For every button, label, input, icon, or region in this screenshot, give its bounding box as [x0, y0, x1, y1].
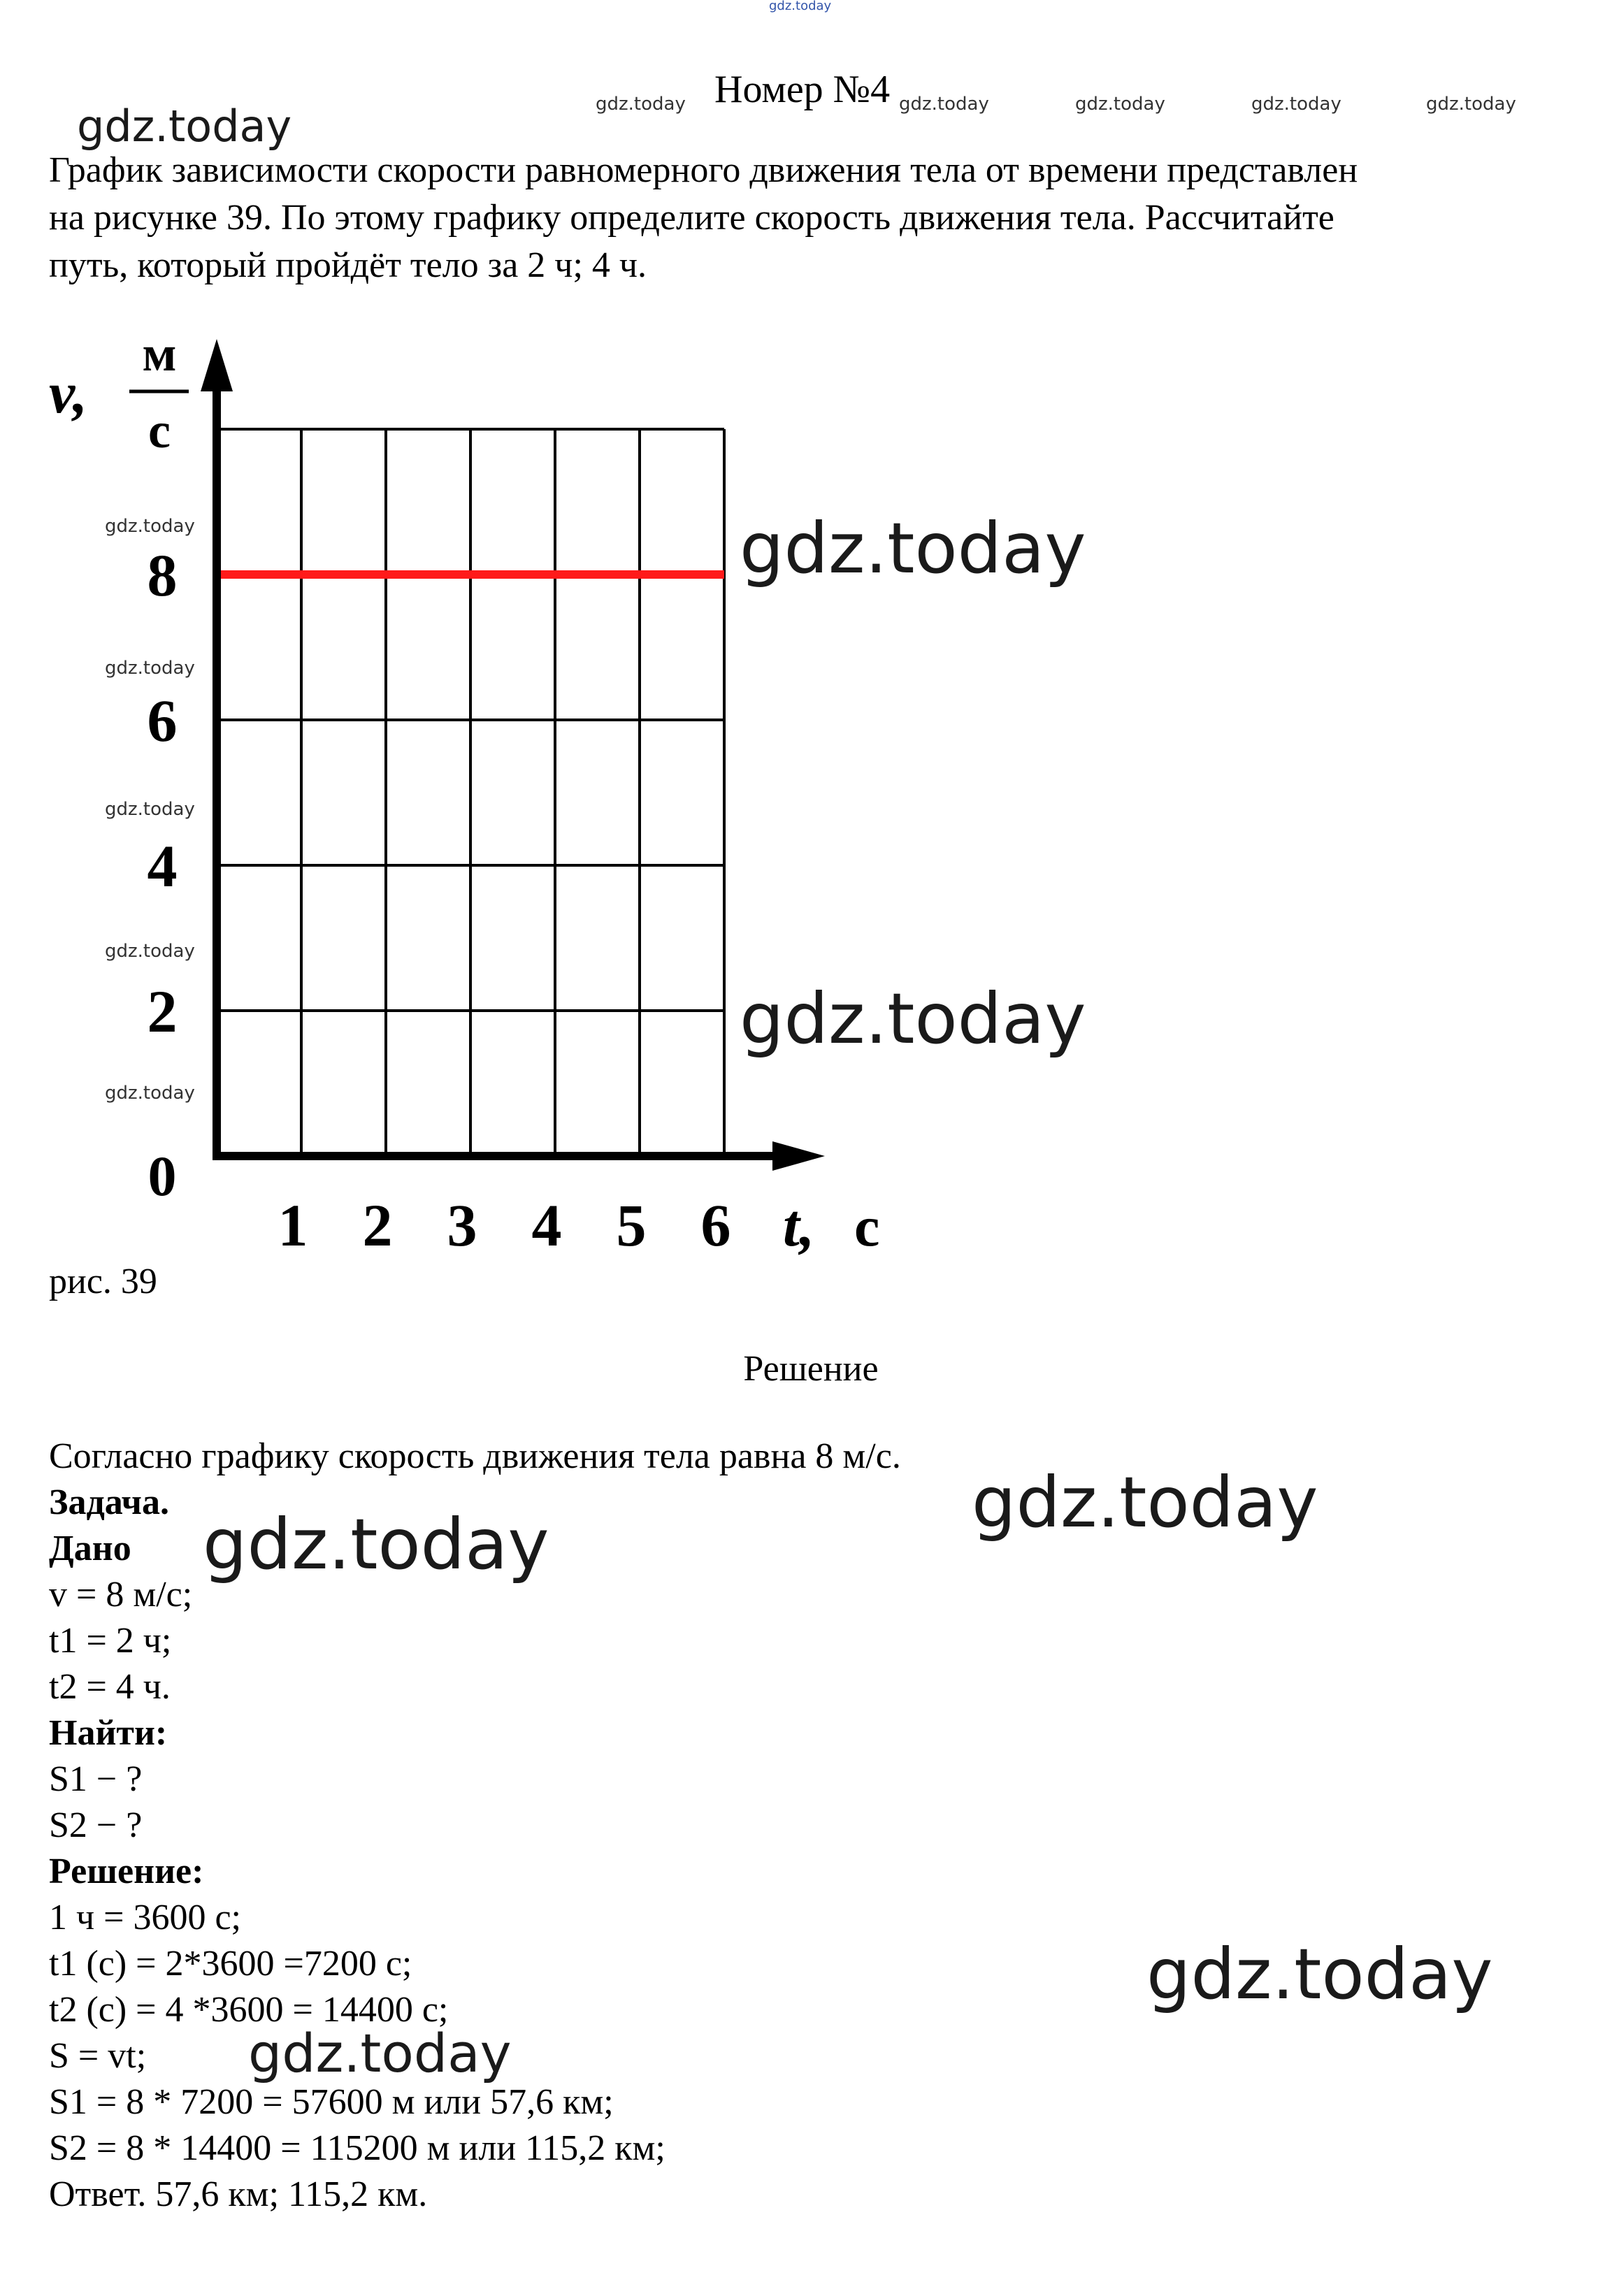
- figure-caption: рис. 39: [49, 1262, 157, 1301]
- y-tick-label: 2: [147, 978, 178, 1045]
- x-tick-label: 1: [278, 1192, 308, 1259]
- watermark: gdz.today: [105, 516, 195, 537]
- y-tick-label: 8: [147, 542, 178, 609]
- watermark: gdz.today: [105, 1083, 195, 1104]
- watermark: gdz.today: [596, 94, 686, 115]
- x-axis-symbol: t,: [783, 1192, 815, 1259]
- given-item: t2 = 4 ч.: [49, 1667, 171, 1707]
- watermark: gdz.today: [105, 941, 195, 962]
- watermark: gdz.today: [1075, 94, 1165, 115]
- solution-step: 1 ч = 3600 с;: [49, 1898, 242, 1937]
- x-tick-label: 2: [362, 1192, 393, 1259]
- solution-heading: Решение: [743, 1349, 879, 1389]
- x-tick-label: 5: [616, 1192, 647, 1259]
- x-axis-arrow-icon: [772, 1141, 825, 1171]
- solution-intro: Согласно графику скорость движения тела равна 8 м/с.: [49, 1436, 901, 1476]
- watermark: gdz.today: [105, 799, 195, 820]
- y-tick-label: 4: [147, 832, 178, 900]
- problem-line-2: на рисунке 39. По этому графику определите скорость движения тела. Рассчитайте: [49, 198, 1334, 238]
- solution-step: t2 (с) = 4 *3600 = 14400 с;: [49, 1990, 449, 2030]
- x-tick-label: 6: [700, 1192, 731, 1259]
- watermark: gdz.today: [105, 658, 195, 679]
- answer: Ответ. 57,6 км; 115,2 км.: [49, 2174, 428, 2214]
- task-label: Задача.: [49, 1482, 169, 1522]
- solution-step: S1 = 8 * 7200 = 57600 м или 57,6 км;: [49, 2082, 614, 2122]
- y-axis-unit-bottom: с: [148, 403, 171, 459]
- x-tick-label: 3: [447, 1192, 477, 1259]
- chart-labels: [49, 326, 879, 1259]
- watermark: gdz.today: [1426, 94, 1516, 115]
- y-tick-label: 6: [147, 687, 178, 754]
- given-item: t1 = 2 ч;: [49, 1621, 172, 1661]
- given-item: v = 8 м/с;: [49, 1575, 193, 1615]
- y-axis-arrow-icon: [201, 339, 233, 391]
- chart-axes: [201, 339, 825, 1171]
- origin-label: 0: [147, 1144, 177, 1208]
- watermark: gdz.today: [1146, 1933, 1493, 2015]
- problem-line-1: График зависимости скорости равномерного движения тела от времени представлен: [49, 150, 1358, 190]
- given-label: Дано: [49, 1529, 131, 1568]
- x-axis-unit: с: [854, 1194, 880, 1258]
- watermark: gdz.today: [972, 1461, 1318, 1543]
- solution-step: S = vt;: [49, 2036, 147, 2076]
- y-axis-unit-top: м: [142, 326, 177, 382]
- solution-step: t1 (с) = 2*3600 =7200 с;: [49, 1944, 412, 1984]
- page-title: Номер №4: [714, 68, 891, 111]
- find-item: S2 − ?: [49, 1805, 143, 1845]
- y-axis-symbol: v,: [49, 361, 88, 426]
- chart-grid: [217, 429, 724, 1156]
- watermark: gdz.today: [77, 101, 292, 152]
- watermark: gdz.today: [740, 978, 1086, 1060]
- x-tick-label: 4: [531, 1192, 562, 1259]
- watermark: gdz.today: [1251, 94, 1341, 115]
- find-item: S1 − ?: [49, 1759, 143, 1799]
- problem-line-3: путь, который пройдёт тело за 2 ч; 4 ч.: [49, 245, 647, 285]
- watermark: gdz.today: [740, 507, 1086, 589]
- solution-label: Решение:: [49, 1851, 204, 1891]
- watermark: gdz.today: [899, 94, 989, 115]
- watermark: gdz.today: [248, 2022, 512, 2084]
- watermark-top: gdz.today: [769, 0, 832, 13]
- find-label: Найти:: [49, 1713, 168, 1753]
- watermark: gdz.today: [203, 1503, 549, 1585]
- solution-step: S2 = 8 * 14400 = 115200 м или 115,2 км;: [49, 2128, 665, 2168]
